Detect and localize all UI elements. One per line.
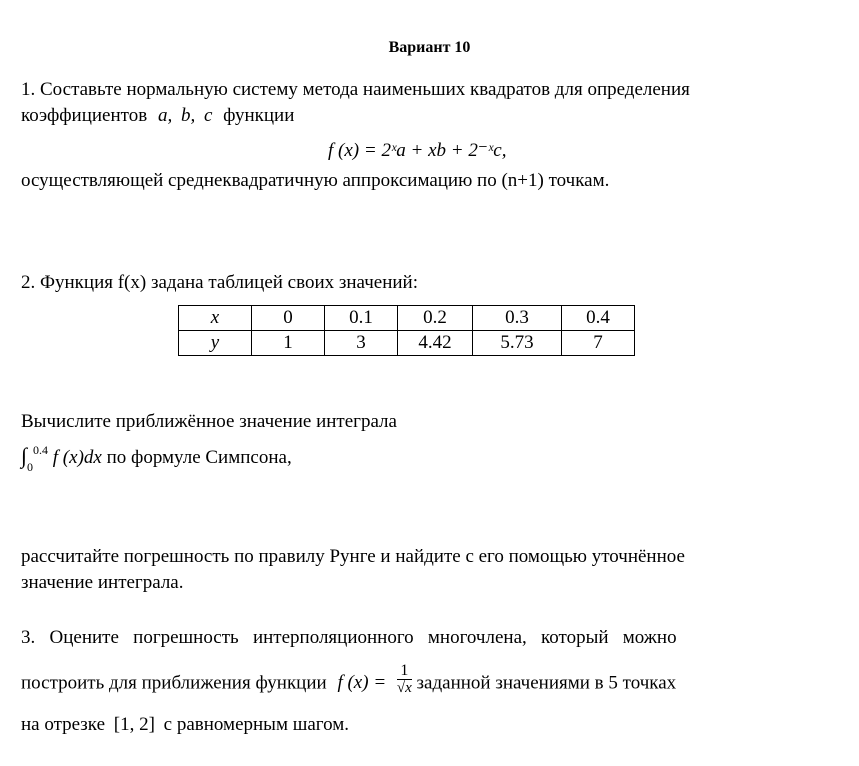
task2-integral-line — [21, 443, 292, 474]
task1-line3: осуществляющей среднеквадратичную аппроксимацию по (n+1) точкам. — [21, 170, 610, 191]
interval: [1, 2] — [113, 714, 155, 735]
task1-line2-prefix: коэффициентов — [21, 105, 148, 126]
coef-a: a, — [157, 105, 173, 126]
page-title: Вариант 10 — [388, 39, 471, 56]
coef-b: b, — [180, 105, 196, 126]
task3-line2 — [21, 662, 677, 701]
task1-line2 — [21, 104, 294, 128]
fraction — [397, 663, 412, 697]
task2-intro: 2. Функция f(x) задана таблицей своих значений: — [21, 272, 418, 293]
simpson-text: по формуле Симпсона, — [106, 447, 292, 468]
table-cell: 0 — [252, 306, 325, 331]
task3-line2-prefix: построить для приближения функции — [21, 672, 327, 694]
task1-line2-suffix: функции — [223, 105, 295, 126]
coef-c: c — [203, 105, 213, 126]
integrand: f (x)dx — [52, 447, 102, 468]
table-cell: 0.2 — [398, 306, 473, 331]
task2-runge-line1: рассчитайте погрешность по правилу Рунге и найдите с его помощью уточнённое — [21, 546, 685, 567]
task1-formula: f (x) = 2ˣa + xb + 2⁻ˣc, — [328, 140, 507, 161]
table-row — [179, 306, 635, 331]
task3-line2-suffix: заданной значениями в 5 точках — [416, 672, 677, 694]
task3-line3-prefix: на отрезке — [21, 714, 105, 735]
table-cell: x — [179, 306, 252, 331]
table-cell: 0.1 — [325, 306, 398, 331]
table-cell: y — [179, 331, 252, 356]
table-cell: 0.4 — [562, 306, 635, 331]
fraction-denominator: √x — [396, 680, 412, 696]
task2-runge-line2: значение интеграла. — [21, 572, 184, 593]
task3-line1: 3. Оцените погрешность интерполяционного многочлена, который можно — [21, 627, 677, 648]
table-cell: 4.42 — [398, 331, 473, 356]
func-lhs: f (x) = — [337, 672, 387, 694]
table-cell: 0.3 — [473, 306, 562, 331]
table-cell: 1 — [252, 331, 325, 356]
table-cell: 5.73 — [473, 331, 562, 356]
task2-compute-line: Вычислите приближённое значение интеграла — [21, 411, 397, 432]
table-cell: 7 — [562, 331, 635, 356]
integral-sign: ∫ — [21, 443, 28, 468]
task3-line3 — [21, 713, 349, 737]
table-cell: 3 — [325, 331, 398, 356]
integral-upper-limit: 0.4 — [33, 443, 49, 457]
table-row — [179, 331, 635, 356]
fraction-numerator: 1 — [400, 662, 409, 679]
task3-line3-suffix: с равномерным шагом. — [163, 714, 350, 735]
task1-line1: 1. Составьте нормальную систему метода наименьших квадратов для определения — [21, 79, 690, 100]
values-table — [178, 305, 635, 356]
integral-lower-limit: 0 — [27, 460, 34, 474]
